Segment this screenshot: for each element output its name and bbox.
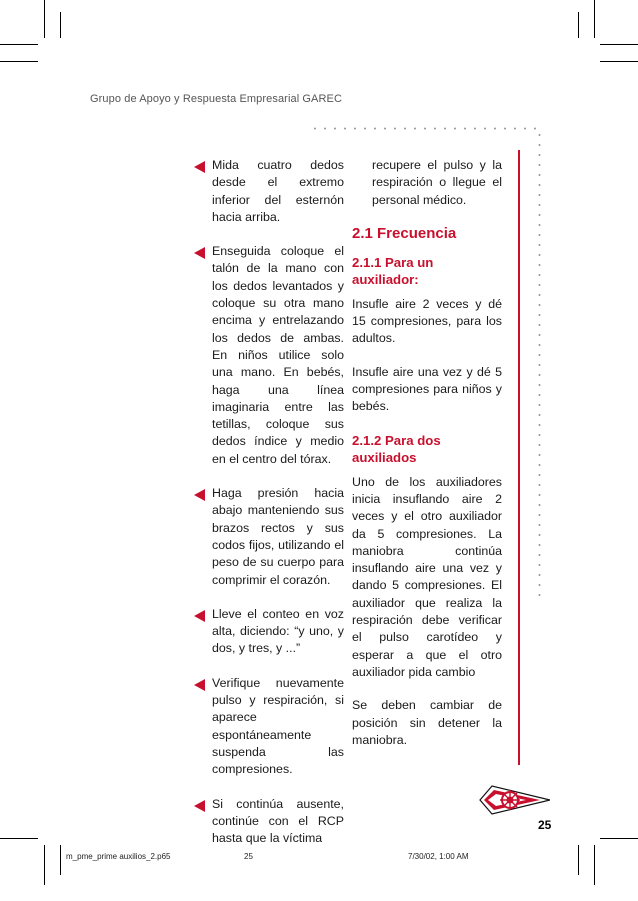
paragraph: Insufle aire 2 veces y dé 15 compresiones, para los adultos.: [352, 296, 502, 346]
paragraph: Insufle aire una vez y dé 5 compresiones para niños y bebés.: [352, 364, 502, 414]
red-arrow-icon: [194, 800, 205, 812]
garec-logo-icon: [478, 778, 550, 820]
footer-page: 25: [244, 852, 253, 861]
list-item-text: Verifique nuevamente pulso y respiración, si aparece espontáneamente suspenda las compresiones.: [212, 675, 344, 777]
crop-mark: [0, 44, 38, 45]
red-arrow-icon: [194, 489, 205, 501]
crop-mark: [600, 838, 638, 839]
list-item: [194, 157, 344, 226]
paragraph: Se deben cambiar de posición sin detener la maniobra.: [352, 698, 502, 747]
list-item: [194, 485, 344, 589]
list-item-text: Si continúa ausente, continúe con el RCP hasta que la víctima: [212, 796, 344, 846]
list-item: [194, 243, 344, 468]
dotted-rule-vertical: [538, 130, 541, 600]
list-item-text: Lleve el conteo en voz alta, diciendo: “y uno, y dos, y tres, y ...”: [212, 606, 344, 656]
footer-timestamp: 7/30/02, 1:00 AM: [408, 852, 469, 861]
list-item-text: Mida cuatro dedos desde el extremo inferior del esternón hacia arriba.: [212, 158, 344, 224]
red-arrow-icon: [194, 679, 205, 691]
crop-mark: [600, 44, 638, 45]
list-item-text: Haga presión hacia abajo manteniendo sus brazos rectos y sus codos fijos, utilizando el peso de su cuerpo para comprimir el corazón.: [212, 486, 344, 587]
red-arrow-icon: [194, 610, 205, 622]
crop-mark: [44, 0, 45, 38]
left-column: [194, 157, 344, 864]
running-header: Grupo de Apoyo y Respuesta Empresarial GAREC: [90, 93, 343, 105]
list-item: [194, 675, 344, 779]
red-arrow-icon: [194, 161, 205, 173]
crop-mark: [60, 845, 61, 875]
right-column: [352, 157, 502, 765]
footer-file-name: m_pme_prime auxilios_2.p65: [66, 852, 171, 861]
red-arrow-icon: [194, 247, 205, 259]
list-item: [194, 796, 344, 848]
list-item-text: Enseguida coloque el talón de la mano con los dedos levantados y coloque su otra mano encima y entrelazando los dedos de ambas. En niños utilice solo una mano. En bebés, haga una línea imaginaria entre las tetillas, coloque sus dedos índice y medio en el centro del tórax.: [212, 244, 344, 466]
crop-mark: [578, 12, 579, 38]
crop-mark: [600, 61, 638, 62]
paragraph: Uno de los auxiliadores inicia insuflando aire 2 veces y el otro auxiliador da 5 compresiones. La maniobra continúa insuflando aire una vez y dando 5 compresiones. El auxiliador que realiza la respiración debe verificar el pulso carotídeo y esperar a que el otro auxiliador pida cambio: [352, 474, 502, 679]
subsection-title: 2.1.1 Para un auxiliador:: [352, 254, 434, 287]
crop-mark: [0, 838, 38, 839]
crop-mark: [44, 845, 45, 885]
list-item: [194, 606, 344, 658]
crop-mark: [594, 845, 595, 885]
crop-mark: [578, 845, 579, 875]
dotted-rule-horizontal: [310, 127, 542, 130]
subsection-title: 2.1.2 Para dos auxiliados: [352, 432, 441, 465]
red-vertical-rule: [518, 150, 520, 765]
crop-mark: [60, 12, 61, 38]
page-number: 25: [538, 818, 552, 832]
crop-mark: [594, 0, 595, 38]
continued-text: recupere el pulso y la respiración o llegue el personal médico.: [372, 158, 502, 207]
section-title: 2.1 Frecuencia: [352, 224, 457, 242]
crop-mark: [0, 61, 38, 62]
